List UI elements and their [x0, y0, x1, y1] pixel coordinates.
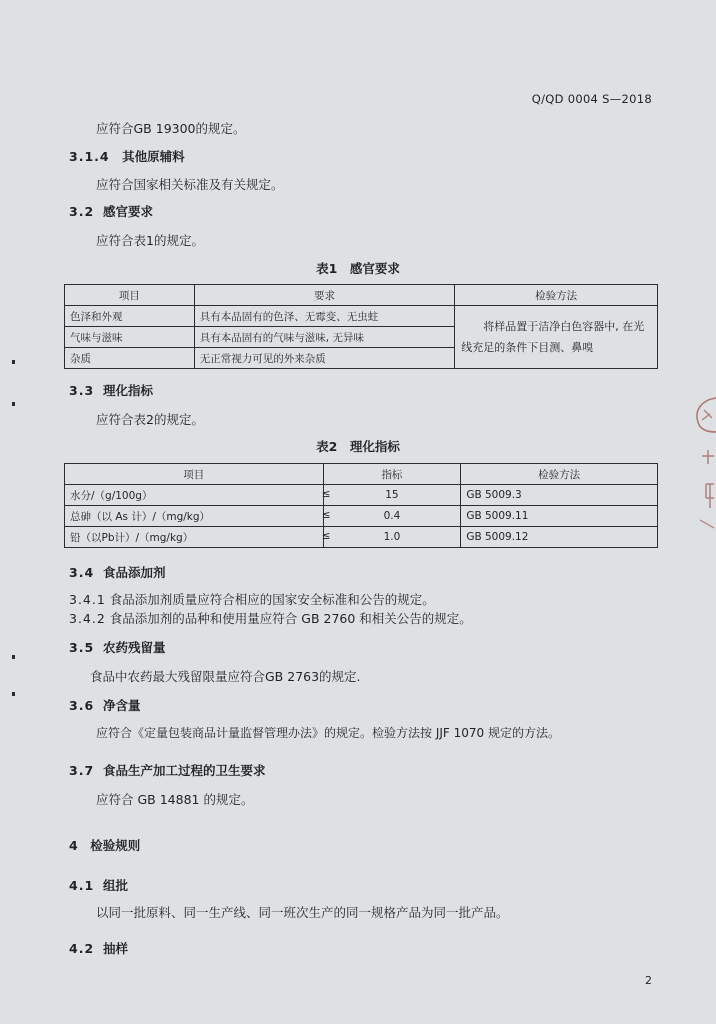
section-heading-3-1-4 [69, 147, 185, 165]
table-header-cell: 要求 [194, 285, 455, 306]
paragraph: 应符合表1的规定。 [96, 233, 204, 248]
table-header-cell: 检验方法 [461, 464, 658, 485]
section-number: 4.1 [69, 878, 95, 893]
section-number: 4 [69, 838, 78, 853]
table-cell: 气味与滋味 [65, 327, 195, 348]
table-cell-item [65, 485, 331, 506]
table-cell: 杂质 [65, 348, 195, 369]
section-title: 农药残留量 [103, 640, 166, 655]
clause-text: 食品添加剂的品种和使用量应符合 GB 2760 和相关公告的规定。 [109, 611, 472, 626]
table-cell-item [65, 506, 331, 527]
section-number: 4.2 [69, 941, 95, 956]
table-cell-method: GB 5009.11 [461, 506, 658, 527]
table-cell: 具有本品固有的气味与滋味, 无异味 [194, 327, 455, 348]
section-title: 检验规则 [90, 838, 141, 853]
clause-3-4-2 [69, 609, 472, 627]
section-title: 其他原辅料 [122, 149, 185, 164]
section-heading-3-3 [69, 381, 153, 399]
table-cell: 无正常视力可见的外来杂质 [194, 348, 455, 369]
operator: ≤ [321, 529, 331, 542]
section-number: 3.5 [69, 640, 95, 655]
scan-mark [12, 360, 15, 364]
table-header-cell: 项目 [65, 464, 324, 485]
seal-stamp-fragment [686, 388, 716, 538]
scan-mark [12, 692, 15, 696]
item-name: 水分/（g/100g） [70, 489, 153, 502]
table-cell: 色泽和外观 [65, 306, 195, 327]
item-name: 铅（以Pb计）/（mg/kg） [70, 531, 194, 544]
section-title: 理化指标 [103, 383, 154, 398]
clause-number: 3.4.1 [69, 592, 106, 607]
paragraph: 应符合国家相关标准及有关规定。 [96, 177, 284, 192]
table-header-cell: 指标 [323, 464, 461, 485]
table-row [65, 485, 658, 506]
table-cell-method: GB 5009.3 [461, 485, 658, 506]
table-cell-method: 将样品置于洁净白色容器中, 在光线充足的条件下目测、鼻嗅 [455, 306, 658, 369]
section-number: 3.3 [69, 383, 95, 398]
table-row [65, 306, 658, 327]
section-number: 3.4 [69, 565, 95, 580]
table-cell-value: 0.4 [323, 506, 461, 527]
paragraph: 应符合《定量包装商品计量监督管理办法》的规定。检验方法按 JJF 1070 规定的方法。 [96, 726, 560, 740]
table-row [65, 527, 658, 548]
paragraph: 以同一批原料、同一生产线、同一班次生产的同一规格产品为同一批产品。 [96, 905, 509, 920]
operator: ≤ [321, 508, 331, 521]
scan-mark [12, 655, 15, 659]
operator: ≤ [321, 487, 331, 500]
clause-3-4-1 [69, 590, 435, 608]
section-heading-3-2 [69, 202, 153, 220]
table-header-row [65, 464, 658, 485]
table-cell-item [65, 527, 331, 548]
item-name: 总砷（以 As 计）/（mg/kg） [70, 510, 211, 523]
section-title: 食品添加剂 [103, 565, 166, 580]
section-title: 感官要求 [103, 204, 154, 219]
section-heading-4-1 [69, 876, 128, 894]
table-header-row [65, 285, 658, 306]
section-heading-3-4 [69, 563, 166, 581]
section-title: 净含量 [103, 698, 141, 713]
section-title: 组批 [103, 878, 129, 893]
paragraph: 应符合表2的规定。 [96, 412, 204, 427]
scan-mark [12, 402, 15, 406]
table-cell-method: GB 5009.12 [461, 527, 658, 548]
table-header-cell: 检验方法 [455, 285, 658, 306]
section-title: 食品生产加工过程的卫生要求 [103, 763, 266, 778]
section-heading-3-6 [69, 696, 141, 714]
table1-caption: 表1 感官要求 [316, 261, 400, 276]
table1-sensory-requirements [64, 284, 658, 369]
table-cell-value: 1.0 [323, 527, 461, 548]
table-cell-value: 15 [323, 485, 461, 506]
table2-caption: 表2 理化指标 [316, 439, 400, 454]
section-heading-4-2 [69, 939, 128, 957]
section-heading-4 [69, 836, 140, 854]
section-title: 抽样 [103, 941, 129, 956]
section-number: 3.1.4 [69, 149, 110, 164]
page-number: 2 [645, 974, 652, 987]
table-row [65, 506, 658, 527]
table-cell: 具有本品固有的色泽、无霉变、无虫蛀 [194, 306, 455, 327]
document-code: Q/QD 0004 S—2018 [531, 92, 652, 106]
clause-number: 3.4.2 [69, 611, 106, 626]
section-number: 3.2 [69, 204, 95, 219]
section-number: 3.6 [69, 698, 95, 713]
section-number: 3.7 [69, 763, 95, 778]
section-heading-3-7 [69, 761, 266, 779]
section-heading-3-5 [69, 638, 166, 656]
table2-physicochemical-indicators [64, 463, 658, 548]
paragraph: 食品中农药最大残留限量应符合GB 2763的规定. [90, 669, 361, 684]
table-header-cell: 项目 [65, 285, 195, 306]
clause-text: 食品添加剂质量应符合相应的国家安全标准和公告的规定。 [109, 592, 435, 607]
paragraph: 应符合GB 19300的规定。 [96, 121, 246, 136]
paragraph: 应符合 GB 14881 的规定。 [96, 792, 254, 807]
